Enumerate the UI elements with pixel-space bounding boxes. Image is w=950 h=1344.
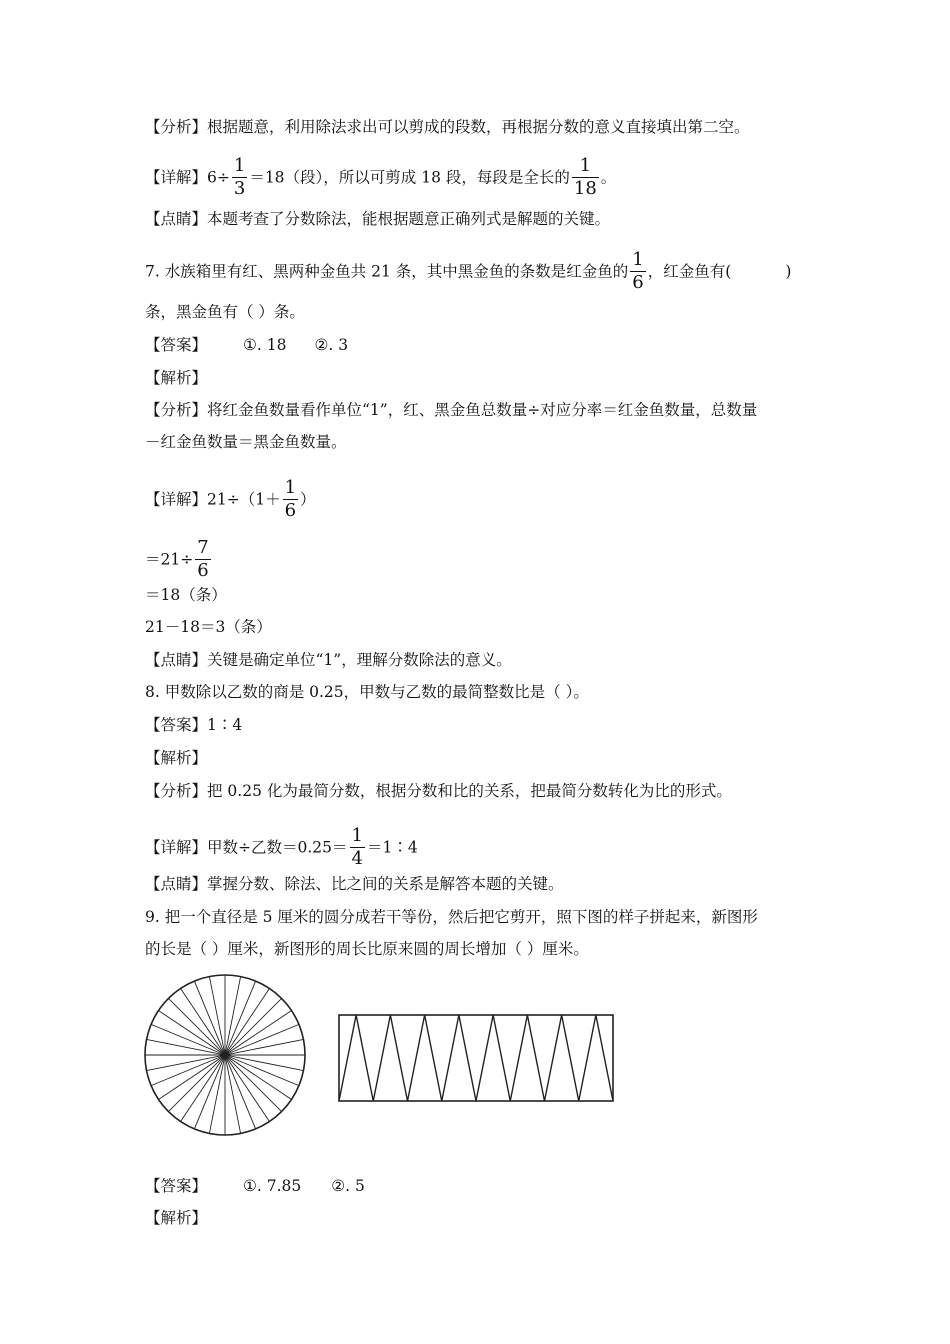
q7-step3: ＝18（条） [145, 586, 227, 604]
q9-answer-label: 【答案】 [145, 1177, 208, 1195]
p6-detail-text-c: 。 [600, 168, 617, 187]
q8-detail [145, 826, 418, 871]
p6-fraction-one-third [232, 155, 247, 200]
q7-question-text-c: ) [785, 262, 792, 281]
rectangle-outline [339, 1015, 613, 1101]
divided-circle-figure [140, 970, 310, 1140]
q7-fraction-one-sixth [630, 249, 645, 294]
q9-answer-2: ②. 5 [331, 1177, 365, 1195]
q7-answer-2: ②. 3 [314, 336, 349, 354]
p6-tip: 【点睛】本题考查了分数除法，能根据题意正确列式是解题的关键。 [145, 210, 611, 228]
fraction-denominator: 18 [573, 178, 597, 199]
q7-question-text-a: 7. 水族箱里有红、黑两种金鱼共 21 条，其中黑金鱼的条数是红金鱼的 [145, 262, 629, 281]
q7-detail-fraction [283, 477, 298, 522]
p6-detail-text-b: ＝18（段），所以可剪成 18 段，每段是全长的 [249, 168, 570, 187]
rearranged-rectangle-figure [335, 1011, 617, 1106]
fraction-numerator: 1 [233, 155, 246, 176]
fraction-denominator: 6 [284, 500, 297, 521]
q9-answer-1: ①. 7.85 [243, 1177, 302, 1195]
q8-question: 8. 甲数除以乙数的商是 0.25，甲数与乙数的最简整数比是（ ）。 [145, 683, 589, 701]
fraction-numerator: 7 [197, 537, 209, 558]
q8-explain-label: 【解析】 [145, 749, 208, 767]
q7-answer-label: 【答案】 [145, 336, 208, 354]
q7-detail [145, 478, 316, 523]
q8-detail-text-a: 【详解】甲数÷乙数＝0.25＝ [145, 838, 348, 857]
q7-explain-label: 【解析】 [145, 369, 208, 387]
q8-analysis: 【分析】把 0.25 化为最简分数，根据分数和比的关系，把最简分数转化为比的形式。 [145, 782, 732, 800]
q9-answer [145, 1175, 365, 1197]
fraction-denominator: 6 [632, 272, 644, 293]
q7-tip: 【点睛】关键是确定单位“1”，理解分数除法的意义。 [145, 651, 512, 669]
fraction-denominator: 3 [233, 178, 246, 199]
q7-analysis-line1: 【分析】将红金鱼数量看作单位“1”，红、黑金鱼总数量÷对应分率＝红金鱼数量，总数量 [145, 401, 758, 419]
q7-analysis-line2: －红金鱼数量＝黑金鱼数量。 [145, 433, 347, 451]
q7-step2 [145, 538, 213, 583]
fraction-numerator: 1 [632, 249, 644, 270]
q8-detail-text-b: ＝1∶4 [366, 838, 418, 857]
q7-step4: 21－18＝3（条） [145, 618, 272, 636]
p6-detail [145, 156, 616, 201]
fraction-denominator: 6 [197, 560, 209, 581]
fraction-denominator: 4 [351, 848, 363, 869]
q9-explain-label: 【解析】 [145, 1209, 208, 1227]
q8-answer: 【答案】1∶4 [145, 716, 243, 734]
q7-detail-text-a: 【详解】21÷（1＋ [145, 490, 281, 509]
q7-question-line2: 条，黑金鱼有（ ）条。 [145, 303, 305, 321]
fraction-numerator: 1 [572, 155, 599, 178]
q7-step2-text: ＝21÷ [145, 550, 194, 569]
fraction-numerator: 1 [351, 825, 363, 846]
q9-question-line2: 的长是（ ）厘米，新图形的周长比原来圆的周长增加（ ）厘米。 [145, 940, 589, 958]
q7-answer-1: ①. 18 [243, 336, 287, 354]
zigzag-line [339, 1015, 613, 1101]
q7-question-text-b: ，红金鱼有( [647, 262, 732, 281]
q7-step2-fraction [195, 537, 210, 582]
q7-detail-text-b: ） [300, 490, 316, 509]
q7-answer [145, 334, 348, 356]
fraction-numerator: 1 [284, 477, 297, 498]
q7-question [145, 250, 791, 295]
q8-tip: 【点睛】掌握分数、除法、比之间的关系是解答本题的关键。 [145, 875, 564, 893]
q9-question-line1: 9. 把一个直径是 5 厘米的圆分成若干等份，然后把它剪开，照下图的样子拼起来，新图形 [145, 908, 758, 926]
p6-fraction-one-eighteenth [572, 155, 599, 200]
q8-fraction-one-quarter [350, 825, 365, 870]
p6-analysis: 【分析】根据题意，利用除法求出可以剪成的段数，再根据分数的意义直接填出第二空。 [145, 118, 750, 136]
p6-detail-text-a: 【详解】6÷ [145, 168, 230, 187]
